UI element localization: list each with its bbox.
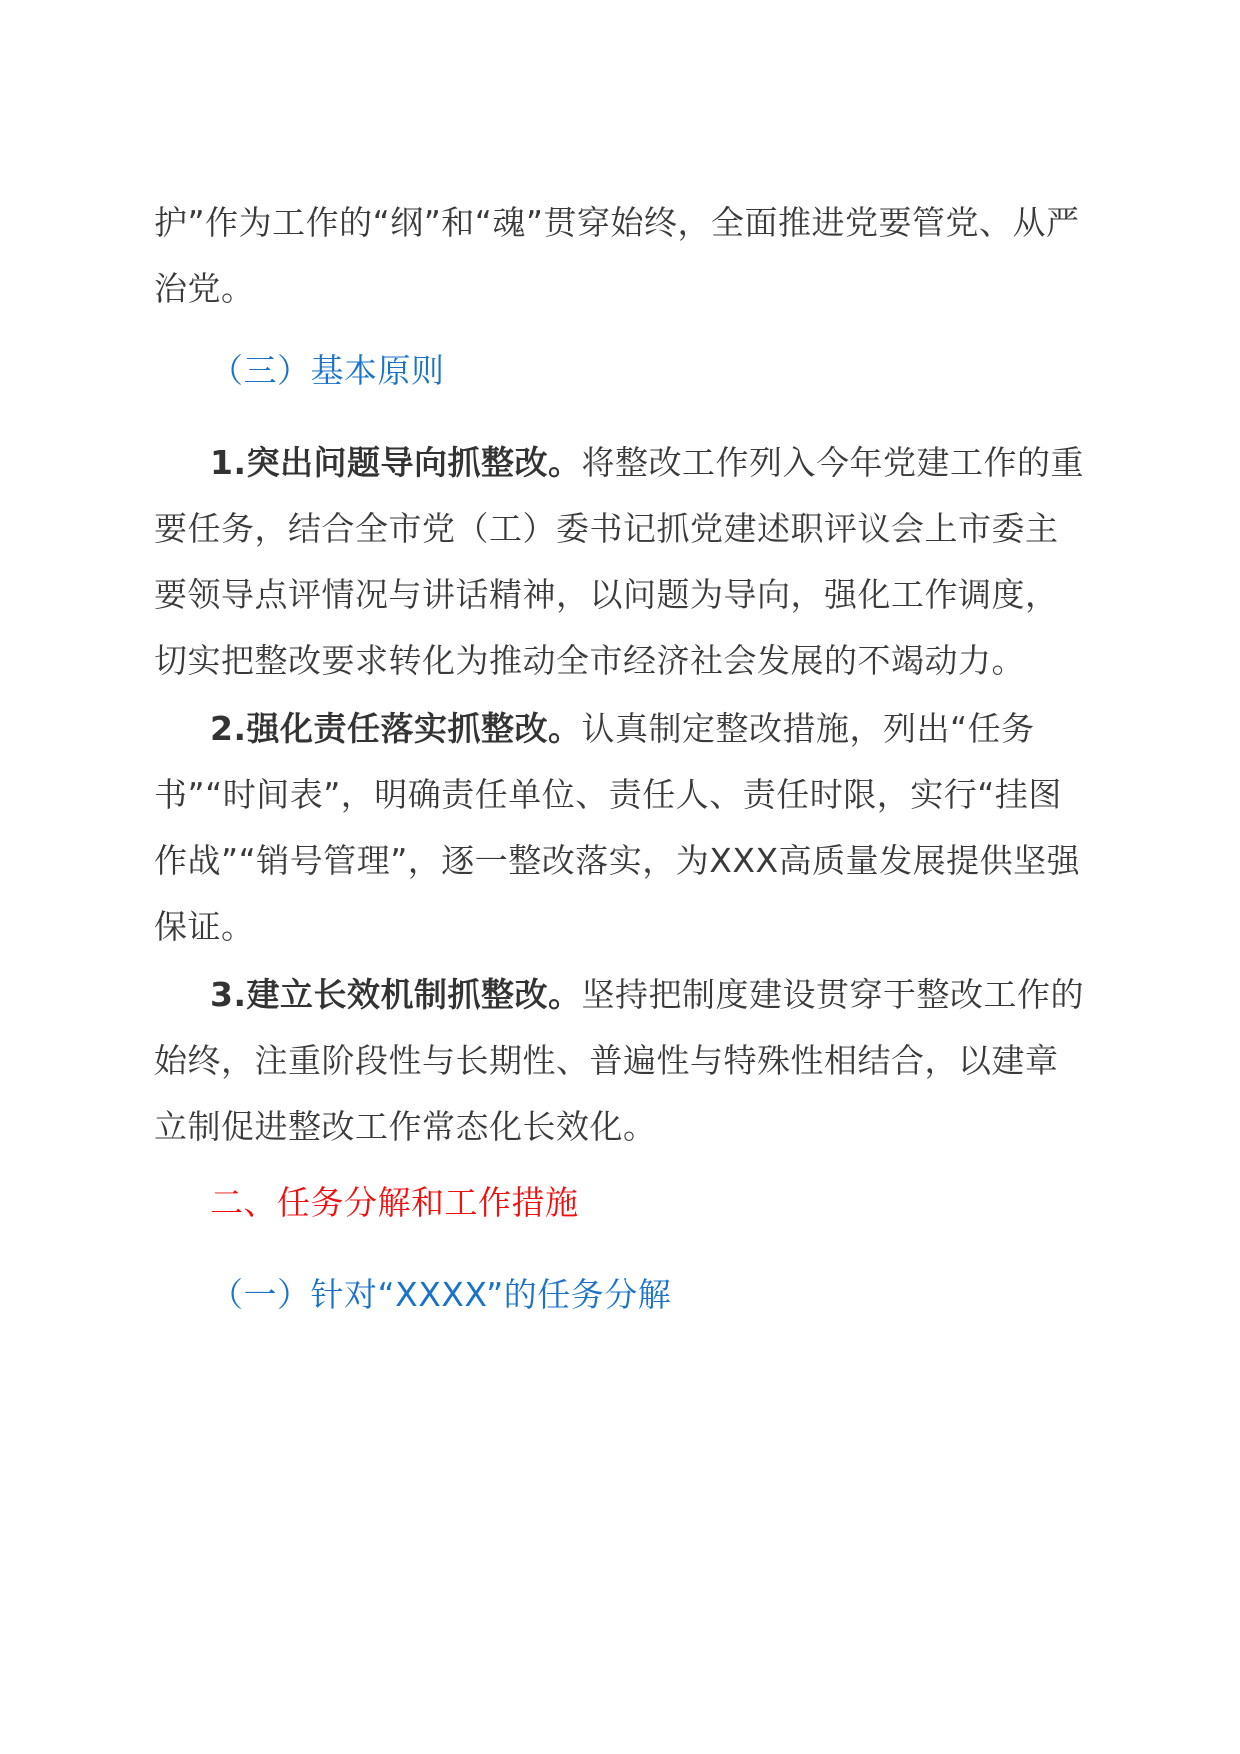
principle-item-1 <box>154 430 1084 694</box>
continuation-paragraph: 护”作为工作的“纲”和“魂”贯穿始终，全面推进党要管党、从严治党。 <box>154 203 1080 308</box>
subsection-one-heading <box>154 1262 1084 1328</box>
principle-title: 1.突出问题导向抓整改。 <box>210 443 582 482</box>
principle-title: 3.建立长效机制抓整改。 <box>210 975 582 1014</box>
principle-item-3 <box>154 962 1084 1160</box>
principle-item-2 <box>154 696 1084 960</box>
principle-body: 将整改工作列入今年党建工作的重要任务，结合全市党（工）委书记抓党建述职评议会上市委主要领导点评情况与讲话精神，以问题为导向，强化工作调度，切实把整改要求转化为推动全市经济社会发展的不竭动力。 <box>154 443 1084 680</box>
principles-heading-text: （三）基本原则 <box>210 351 445 390</box>
principle-body: 坚持把制度建设贯穿于整改工作的始终，注重阶段性与长期性、普遍性与特殊性相结合，以建章立制促进整改工作常态化长效化。 <box>154 975 1084 1146</box>
section-two-heading <box>154 1170 1084 1236</box>
subsection-one-heading-text: （一）针对“XXXX”的任务分解 <box>210 1275 672 1314</box>
principle-body: 认真制定整改措施，列出“任务书”“时间表”，明确责任单位、责任人、责任时限，实行“挂图作战”“销号管理”，逐一整改落实，为XXX高质量发展提供坚强保证。 <box>154 709 1081 946</box>
principle-title: 2.强化责任落实抓整改。 <box>210 709 582 748</box>
principles-heading <box>154 338 1084 404</box>
section-two-heading-text: 二、任务分解和工作措施 <box>210 1183 579 1222</box>
